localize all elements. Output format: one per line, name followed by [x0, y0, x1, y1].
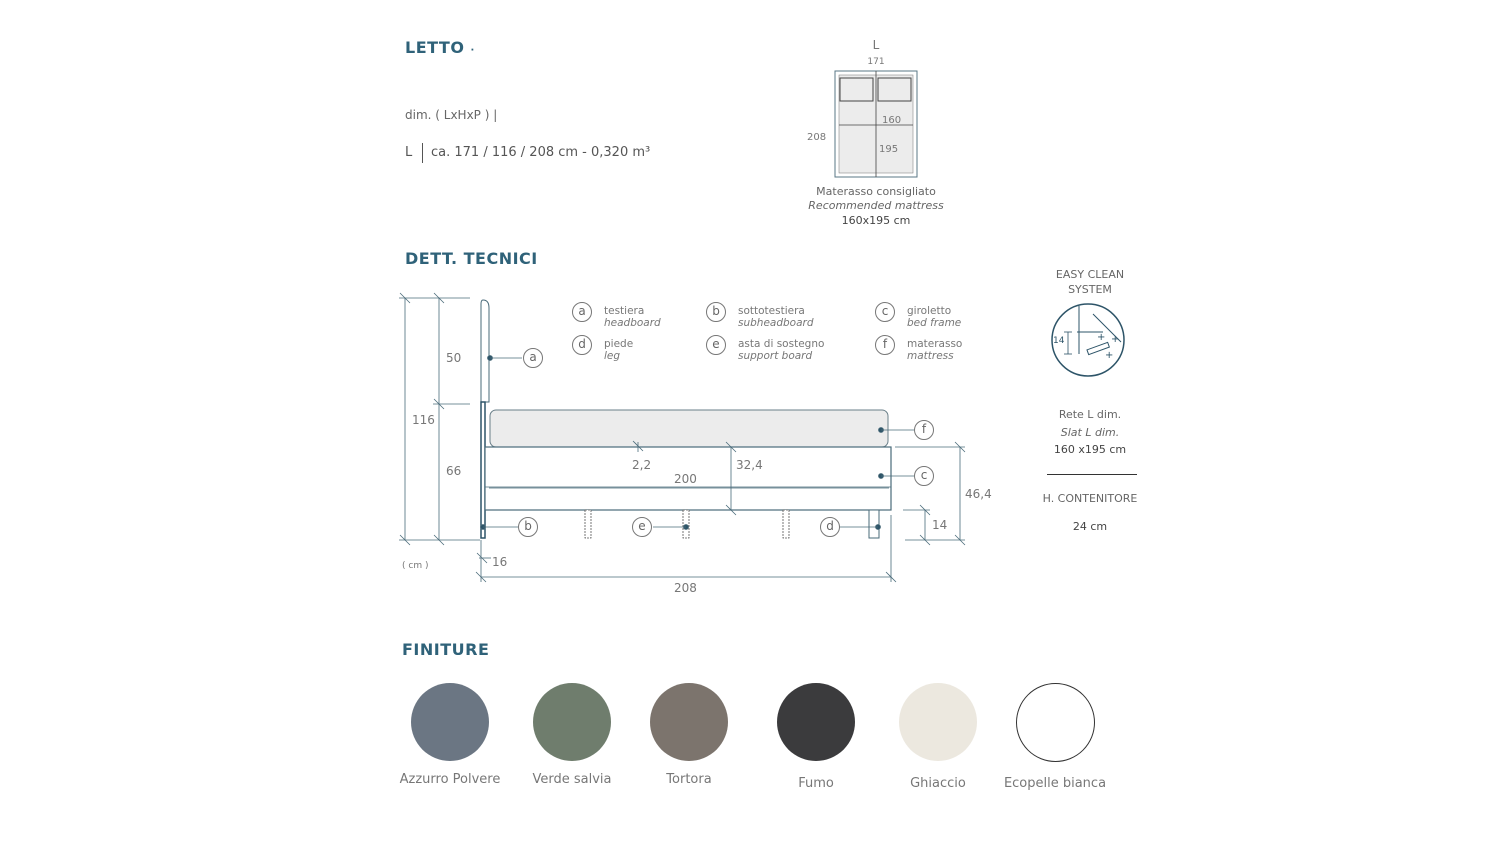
legend-b-circle: b: [706, 302, 726, 322]
dim-unit: ( cm ): [402, 561, 429, 571]
bed-top-view: [830, 66, 925, 181]
topview-length: 208: [807, 132, 827, 143]
legend-b-en: subheadboard: [738, 317, 814, 329]
legend-a-en: headboard: [604, 317, 661, 329]
swatch-tortora[interactable]: [650, 683, 728, 761]
dim-lower-h: 66: [446, 464, 462, 478]
legend-e-en: support board: [738, 350, 813, 362]
marker-d: d: [820, 517, 840, 537]
legend-f-circle: f: [875, 335, 895, 355]
topview-inner-length: 195: [879, 144, 899, 155]
easy-clean-line2: SYSTEM: [1068, 283, 1112, 296]
swatch-ghiaccio[interactable]: [899, 683, 977, 761]
topview-letter: L: [872, 38, 880, 52]
dim-leg-h: 14: [932, 518, 948, 532]
legend-f-it: materasso: [907, 338, 963, 350]
front-leg: [869, 510, 879, 538]
legend-e-text: [738, 338, 824, 362]
legend-d-text: [604, 338, 633, 362]
swatch-label-ghiaccio: Ghiaccio: [910, 776, 966, 791]
swatch-ecopelle-bianca[interactable]: [1016, 683, 1095, 762]
dim-label: dim. ( LxHxP ) |: [405, 108, 498, 122]
topview-inner-width: 160: [882, 115, 902, 126]
size-divider: [422, 143, 423, 163]
bed-side-view: [395, 290, 1005, 600]
legend-b-text: [738, 305, 814, 329]
tecnici-title: DETT. TECNICI: [405, 249, 538, 268]
legend-b-it: sottotestiera: [738, 305, 805, 317]
swatch-azzurro-polvere[interactable]: [411, 683, 489, 761]
marker-c: c: [914, 466, 934, 486]
legend-c-circle: c: [875, 302, 895, 322]
legend-e-circle: e: [706, 335, 726, 355]
dim-inner-length: 200: [674, 472, 697, 486]
legend-d-en: leg: [604, 350, 621, 362]
legs: [585, 510, 789, 538]
contenitore-label: H. CONTENITORE: [1042, 492, 1138, 505]
svg-text:+: +: [1111, 334, 1120, 345]
svg-text:+: +: [1105, 350, 1114, 361]
dim-headboard-d: 16: [492, 555, 508, 569]
easy-clean-title: [1030, 268, 1150, 296]
legend-d-it: piede: [604, 338, 634, 350]
marker-f: f: [914, 420, 934, 440]
rete-size: 160 x195 cm: [1053, 443, 1127, 456]
rete-divider: [1047, 474, 1137, 475]
legend-a-it: testiera: [604, 305, 645, 317]
size-letter: L: [405, 145, 413, 160]
dim-mattress-gap: 2,2: [632, 458, 652, 472]
mattress-shape: [490, 410, 888, 447]
svg-text:+: +: [1097, 332, 1106, 343]
size-value: ca. 171 / 116 / 208 cm - 0,320 m³: [431, 145, 651, 160]
dim-total-length: 208: [674, 581, 697, 595]
legend-d-circle: d: [572, 335, 592, 355]
topview-width: 171: [867, 57, 885, 67]
swatch-label-ecopelle-bianca: Ecopelle bianca: [1003, 776, 1107, 791]
contenitore-value: 24 cm: [1072, 520, 1108, 533]
letto-title-text: LETTO: [405, 38, 465, 57]
letto-title-suffix: ·: [470, 45, 475, 56]
rete-line2: Slat L dim.: [1060, 426, 1120, 439]
mattress-caption-en: Recommended mattress: [808, 199, 944, 212]
swatch-label-azzurro-polvere: Azzurro Polvere: [399, 772, 501, 787]
rete-line1: Rete L dim.: [1058, 408, 1122, 421]
legend-a-text: [604, 305, 661, 329]
swatch-label-tortora: Tortora: [666, 772, 712, 787]
easy-clean-line1: EASY CLEAN: [1055, 268, 1125, 281]
easy-clean-height: 14: [1053, 336, 1065, 346]
swatch-label-fumo: Fumo: [798, 776, 834, 791]
finiture-title: FINITURE: [402, 640, 490, 659]
legend-f-text: [907, 338, 962, 362]
legend-c-it: giroletto: [907, 305, 952, 317]
legend-a-circle: a: [572, 302, 592, 322]
legend-f-en: mattress: [907, 350, 954, 362]
swatch-verde-salvia[interactable]: [533, 683, 611, 761]
subheadboard-shape: [481, 402, 485, 538]
marker-b: b: [518, 517, 538, 537]
legend-c-text: [907, 305, 961, 329]
dim-headboard-h: 50: [446, 351, 462, 365]
dim-total-h: 116: [412, 413, 435, 427]
mattress-caption-it: Materasso consigliato: [816, 185, 936, 198]
legend-c-en: bed frame: [907, 317, 962, 329]
dim-side-h: 46,4: [965, 487, 992, 501]
marker-e: e: [632, 517, 652, 537]
headboard-shape: [481, 300, 489, 402]
swatch-label-verde-salvia: Verde salvia: [532, 772, 612, 787]
legend-e-it: asta di sostegno: [738, 338, 825, 350]
letto-title: [405, 38, 475, 57]
mattress-caption-size: 160x195 cm: [841, 214, 911, 227]
marker-a: a: [523, 348, 543, 368]
dim-frame-h: 32,4: [736, 458, 763, 472]
swatch-fumo[interactable]: [777, 683, 855, 761]
